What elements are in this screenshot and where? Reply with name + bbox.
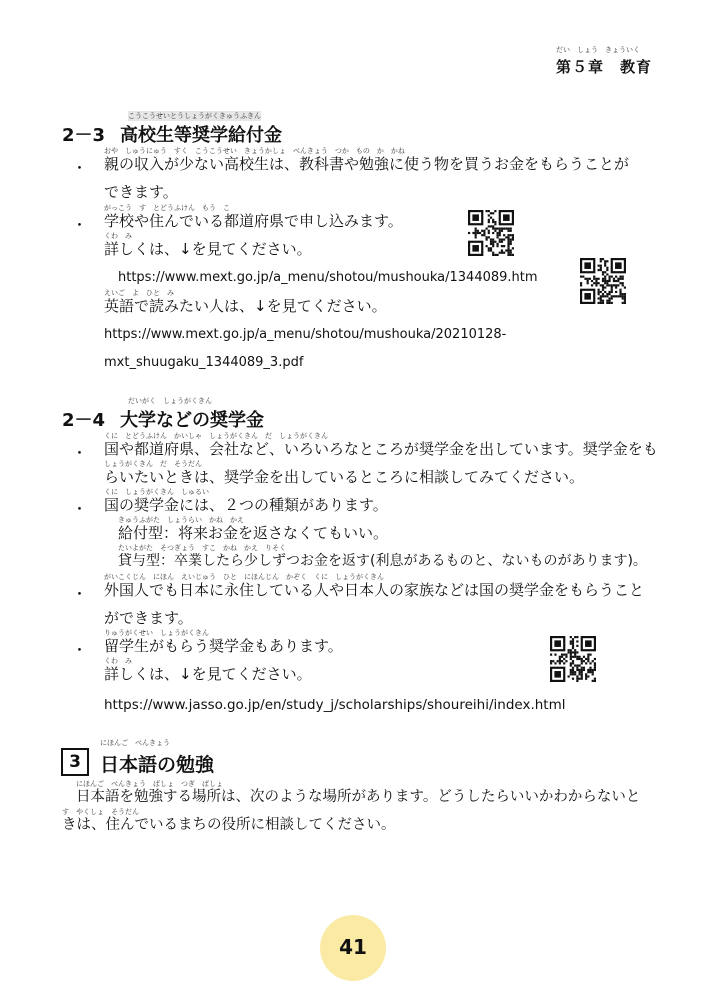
bullet: ・ bbox=[72, 641, 88, 659]
section-2-4-heading bbox=[62, 406, 264, 432]
bullet: ・ bbox=[72, 444, 88, 462]
s23-b1-line2: できます。 bbox=[104, 183, 178, 201]
s24-b3-line1: 外国人でも日本に永住している人や日本人の家族などは国の奨学金をもらうこと bbox=[104, 581, 645, 599]
ruby: きゅうふがた しょうらい かね かえ bbox=[118, 516, 244, 524]
ruby: がいこくじん にほん えいじゅう ひと にほんじん かぞく くに しょうがくきん bbox=[104, 573, 384, 581]
s24-b1-line2: らいたいときは、奨学金を出しているところに相談してみてください。 bbox=[104, 468, 585, 486]
ruby: がっこう す とどうふけん もう こ bbox=[104, 204, 230, 212]
s23-b1-line1: 親の収入が少ない高校生は、教科書や勉強に使う物を買うお金をもらうことが bbox=[104, 155, 630, 173]
s3-paragraph-line1: 日本語を勉強する場所は、次のような場所があります。どうしたらいいかわからないと bbox=[76, 789, 641, 805]
ruby: おや しゅうにゅう すく こうこうせい きょうかしょ べんきょう つか もの か かね bbox=[104, 147, 405, 155]
s24-b2-line3: 貸与型：卒業したら少しずつお金を返す(利息があるものと、ないものがあります)。 bbox=[118, 553, 647, 569]
url-jasso[interactable]: https://www.jasso.go.jp/en/study_j/scholarships/shoureihi/index.html bbox=[104, 697, 566, 713]
bullet: ・ bbox=[72, 500, 88, 518]
section-2-3-title: 高校生等奨学給付金 bbox=[120, 125, 282, 146]
ruby: す やくしょ そうだん bbox=[62, 808, 139, 816]
chapter-title: 第５章 教育 bbox=[555, 58, 652, 76]
section-2-3-heading bbox=[62, 121, 282, 147]
qr-code-icon[interactable] bbox=[550, 636, 596, 682]
url-mext-2a[interactable]: https://www.mext.go.jp/a_menu/shotou/mushouka/20210128- bbox=[104, 327, 507, 342]
section-2-4-number: 2－4 bbox=[62, 410, 106, 431]
section-2-4-title-ruby: だいがく しょうがくきん bbox=[128, 397, 212, 405]
s24-b2-line2: 給付型：将来お金を返さなくてもいい。 bbox=[118, 524, 389, 542]
page-number: 41 bbox=[339, 935, 367, 959]
ruby: たいよがた そつぎょう すこ かね かえ りそく bbox=[118, 544, 286, 552]
bullet: ・ bbox=[72, 159, 88, 177]
s23-english-line: 英語で読みたい人は、↓を見てください。 bbox=[104, 297, 387, 315]
section-3-title-ruby: にほんご べんきょう bbox=[100, 739, 170, 747]
chapter-ruby: だい しょう きょういく bbox=[555, 46, 640, 54]
url-mext-2b[interactable]: mxt_shuugaku_1344089_3.pdf bbox=[104, 355, 304, 370]
ruby: にほんご べんきょう ばしょ つぎ ばしょ bbox=[76, 780, 223, 788]
s3-paragraph-line2: きは、住んでいるまちの役所に相談してください。 bbox=[62, 817, 396, 833]
url-mext-1[interactable]: https://www.mext.go.jp/a_menu/shotou/mushouka/1344089.htm bbox=[118, 270, 538, 285]
s23-b2-line1: 学校や住んでいる都道府県で申し込みます。 bbox=[104, 212, 403, 230]
bullet: ・ bbox=[72, 216, 88, 234]
section-2-3-title-ruby: こうこうせいとうしょうがくきゅうふきん bbox=[128, 112, 261, 120]
ruby: くに とどうふけん かいしゃ しょうがくきん だ しょうがくきん bbox=[104, 432, 328, 440]
chapter-header bbox=[555, 46, 652, 77]
ruby: くわ み bbox=[104, 657, 132, 665]
section-3-title: 日本語の勉強 bbox=[100, 754, 215, 776]
qr-code-icon[interactable] bbox=[580, 258, 626, 304]
s24-b3-line2: ができます。 bbox=[104, 609, 193, 627]
ruby: えいご よ ひと み bbox=[104, 289, 174, 297]
ruby: りゅうがくせい しょうがくきん bbox=[104, 629, 209, 637]
section-2-3-number: 2－3 bbox=[62, 125, 106, 146]
qr-code-icon[interactable] bbox=[468, 210, 514, 256]
ruby: くわ み bbox=[104, 232, 132, 240]
s23-b2-line2: 詳しくは、↓を見てください。 bbox=[104, 240, 312, 258]
bullet: ・ bbox=[72, 585, 88, 603]
section-2-4-title: 大学などの奨学金 bbox=[120, 410, 264, 431]
s24-b1-line1: 国や都道府県、会社など、いろいろなところが奨学金を出しています。奨学金をも bbox=[104, 440, 658, 458]
section-3-number: 3 bbox=[61, 748, 89, 776]
s24-b4-line2: 詳しくは、↓を見てください。 bbox=[104, 665, 312, 683]
ruby: くに しょうがくきん しゅるい bbox=[104, 488, 209, 496]
s24-b4-line1: 留学生がもらう奨学金もあります。 bbox=[104, 637, 343, 655]
s24-b2-line1: 国の奨学金には、２つの種類があります。 bbox=[104, 496, 388, 514]
ruby: しょうがくきん だ そうだん bbox=[104, 460, 202, 468]
